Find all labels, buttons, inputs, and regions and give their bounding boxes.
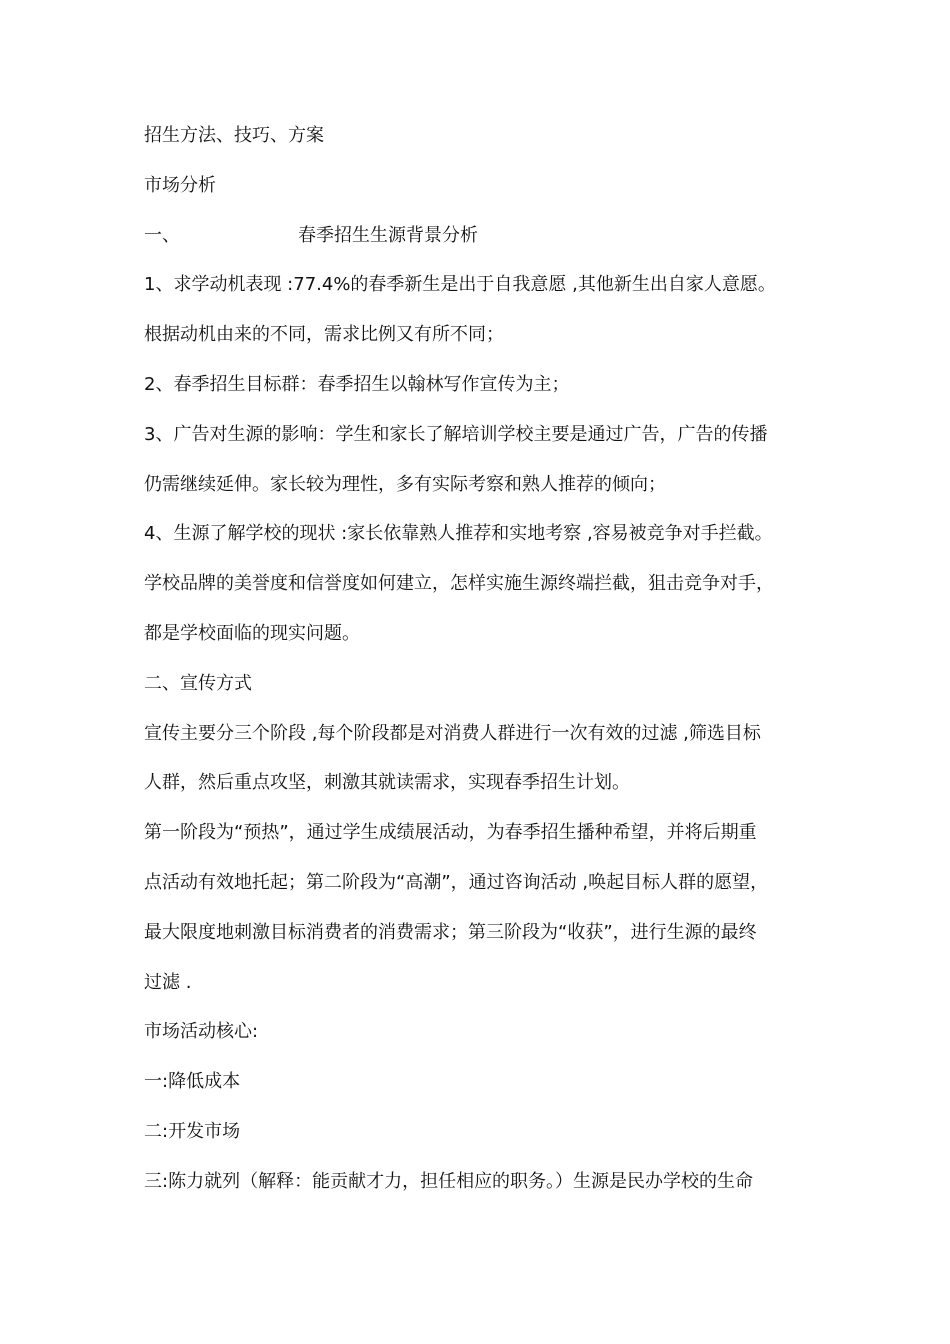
section-heading-two: 二、宣传方式 bbox=[144, 672, 252, 694]
paragraph-line: 第一阶段为“预热”，通过学生成绩展活动，为春季招生播种希望，并将后期重 bbox=[144, 822, 757, 844]
section-heading-one bbox=[144, 211, 824, 261]
paragraph-line: 4、生源了解学校的现状 :家长依靠熟人推荐和实地考察 ,容易被竞争对手拦截。 bbox=[144, 523, 773, 545]
paragraph-line: 3、广告对生源的影响：学生和家长了解培训学校主要是通过广告，广告的传播 bbox=[144, 423, 768, 445]
paragraph-line: 最大限度地刺激目标消费者的消费需求；第三阶段为“收获”，进行生源的最终 bbox=[144, 921, 757, 943]
paragraph-line: 人群，然后重点攻坚，刺激其就读需求，实现春季招生计划。 bbox=[144, 772, 630, 794]
paragraph-line: 仍需继续延伸。家长较为理性，多有实际考察和熟人推荐的倾向； bbox=[144, 473, 666, 495]
document-body bbox=[144, 111, 824, 1207]
paragraph-line: 学校品牌的美誉度和信誉度如何建立，怎样实施生源终端拦截，狙击竞争对手， bbox=[144, 573, 774, 595]
paragraph-line: 1、求学动机表现 :77.4%的春季新生是出于自我意愿 ,其他新生出自家人意愿。 bbox=[144, 274, 776, 296]
section-one-title: 春季招生生源背景分析 bbox=[298, 224, 478, 246]
list-item: 三:陈力就列（解释：能贡献才力，担任相应的职务。）生源是民办学校的生命 bbox=[144, 1170, 754, 1192]
document-title: 招生方法、技巧、方案 bbox=[144, 125, 324, 146]
paragraph-line: 过滤 . bbox=[144, 971, 192, 993]
section-one-number: 一、 bbox=[144, 224, 180, 246]
paragraph-line: 点活动有效地托起；第二阶段为“高潮”，通过咨询活动 ,唤起目标人群的愿望， bbox=[144, 871, 769, 893]
section-heading-core: 市场活动核心: bbox=[144, 1021, 259, 1043]
paragraph-line: 根据动机由来的不同，需求比例又有所不同； bbox=[144, 324, 504, 346]
list-item: 一:降低成本 bbox=[144, 1071, 241, 1093]
list-item: 二:开发市场 bbox=[144, 1120, 241, 1142]
paragraph-line: 都是学校面临的现实问题。 bbox=[144, 622, 360, 644]
section-heading-market-analysis: 市场分析 bbox=[144, 174, 216, 196]
paragraph-line: 2、春季招生目标群：春季招生以翰林写作宣传为主； bbox=[144, 373, 570, 395]
paragraph-line: 宣传主要分三个阶段 ,每个阶段都是对消费人群进行一次有效的过滤 ,筛选目标 bbox=[144, 722, 761, 744]
